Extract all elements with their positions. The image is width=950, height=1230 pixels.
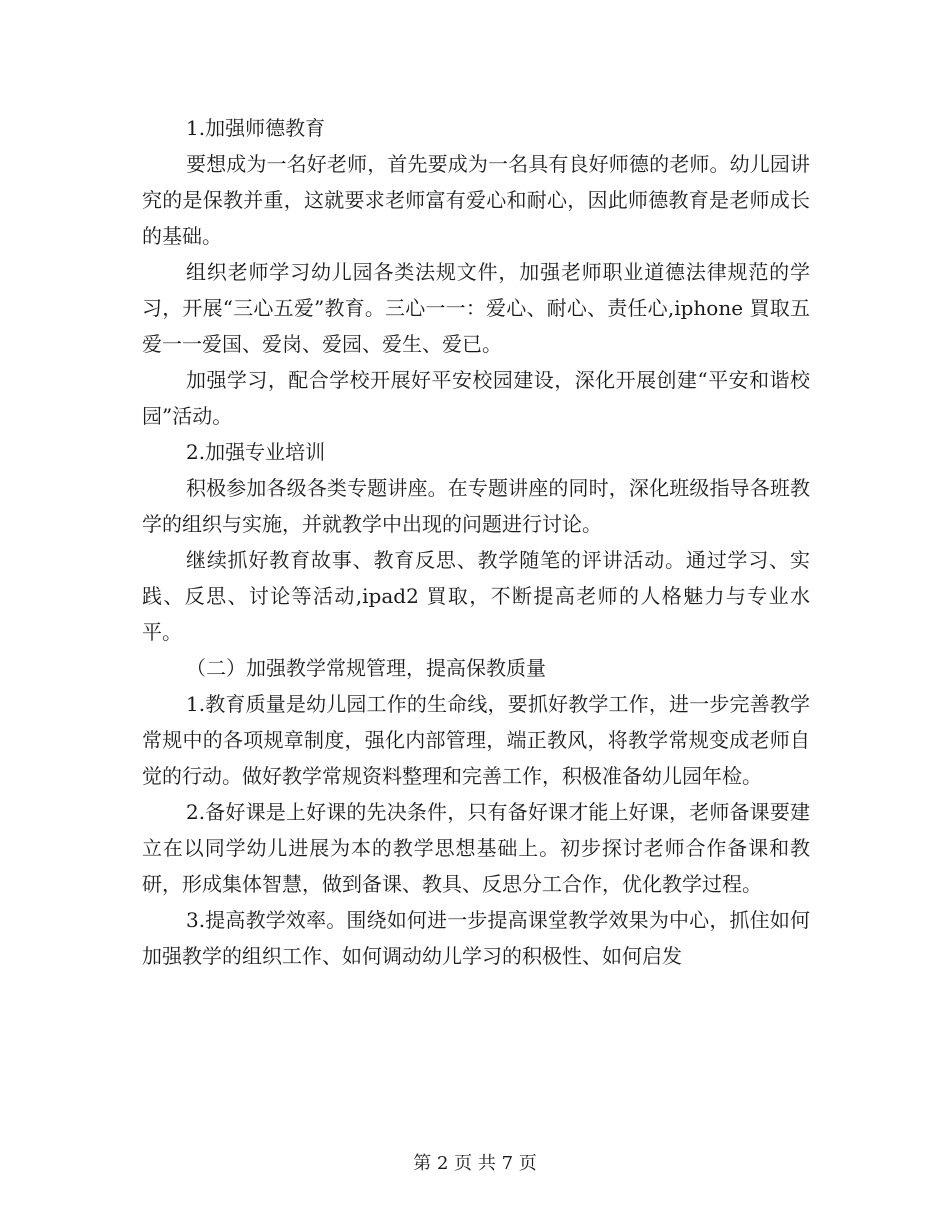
body-paragraph: 组织老师学习幼儿园各类法规文件，加强老师职业道德法律规范的学习，开展“三心五爱”教育。三心一一：爱心、耐心、责任心,iphone 買取五爱一一爱国、爱岗、爱园、爱生、爱已。	[142, 260, 810, 356]
body-paragraph: 积极参加各级各类专题讲座。在专题讲座的同时，深化班级指导各班教学的组织与实施，并就教学中出现的问题进行讨论。	[142, 476, 810, 536]
body-paragraph: 继续抓好教育故事、教育反思、教学随笔的评讲活动。通过学习、实践、反思、讨论等活动,ipad2 買取，不断提高老师的人格魅力与专业水平。	[142, 548, 810, 644]
page-footer: 第 2 页 共 7 页	[413, 1153, 537, 1174]
section-heading: （二）加强教学常规管理，提高保教质量	[186, 656, 546, 680]
document-body	[142, 110, 810, 974]
body-paragraph: 要想成为一名好老师，首先要成为一名具有良好师德的老师。幼儿园讲究的是保教并重，这就要求老师富有爱心和耐心，因此师德教育是老师成长的基础。	[142, 152, 810, 248]
body-paragraph: 2.备好课是上好课的先决条件，只有备好课才能上好课，老师备课要建立在以同学幼儿进展为本的教学思想基础上。初步探讨老师合作备课和教研，形成集体智慧，做到备课、教具、反思分工合作，优化教学过程。	[142, 800, 810, 896]
body-paragraph: 加强学习，配合学校开展好平安校园建设，深化开展创建“平安和谐校园”活动。	[142, 368, 810, 428]
section-heading: 1.加强师德教育	[186, 116, 326, 140]
body-paragraph: 3.提高教学效率。围绕如何进一步提高课堂教学效果为中心，抓住如何加强教学的组织工作、如何调动幼儿学习的积极性、如何启发	[142, 908, 810, 968]
section-heading: 2.加强专业培训	[186, 440, 326, 464]
body-paragraph: 1.教育质量是幼儿园工作的生命线，要抓好教学工作，进一步完善教学常规中的各项规章制度，强化内部管理，端正教风，将教学常规变成老师自觉的行动。做好教学常规资料整理和完善工作，积极准备幼儿园年检。	[142, 692, 810, 788]
